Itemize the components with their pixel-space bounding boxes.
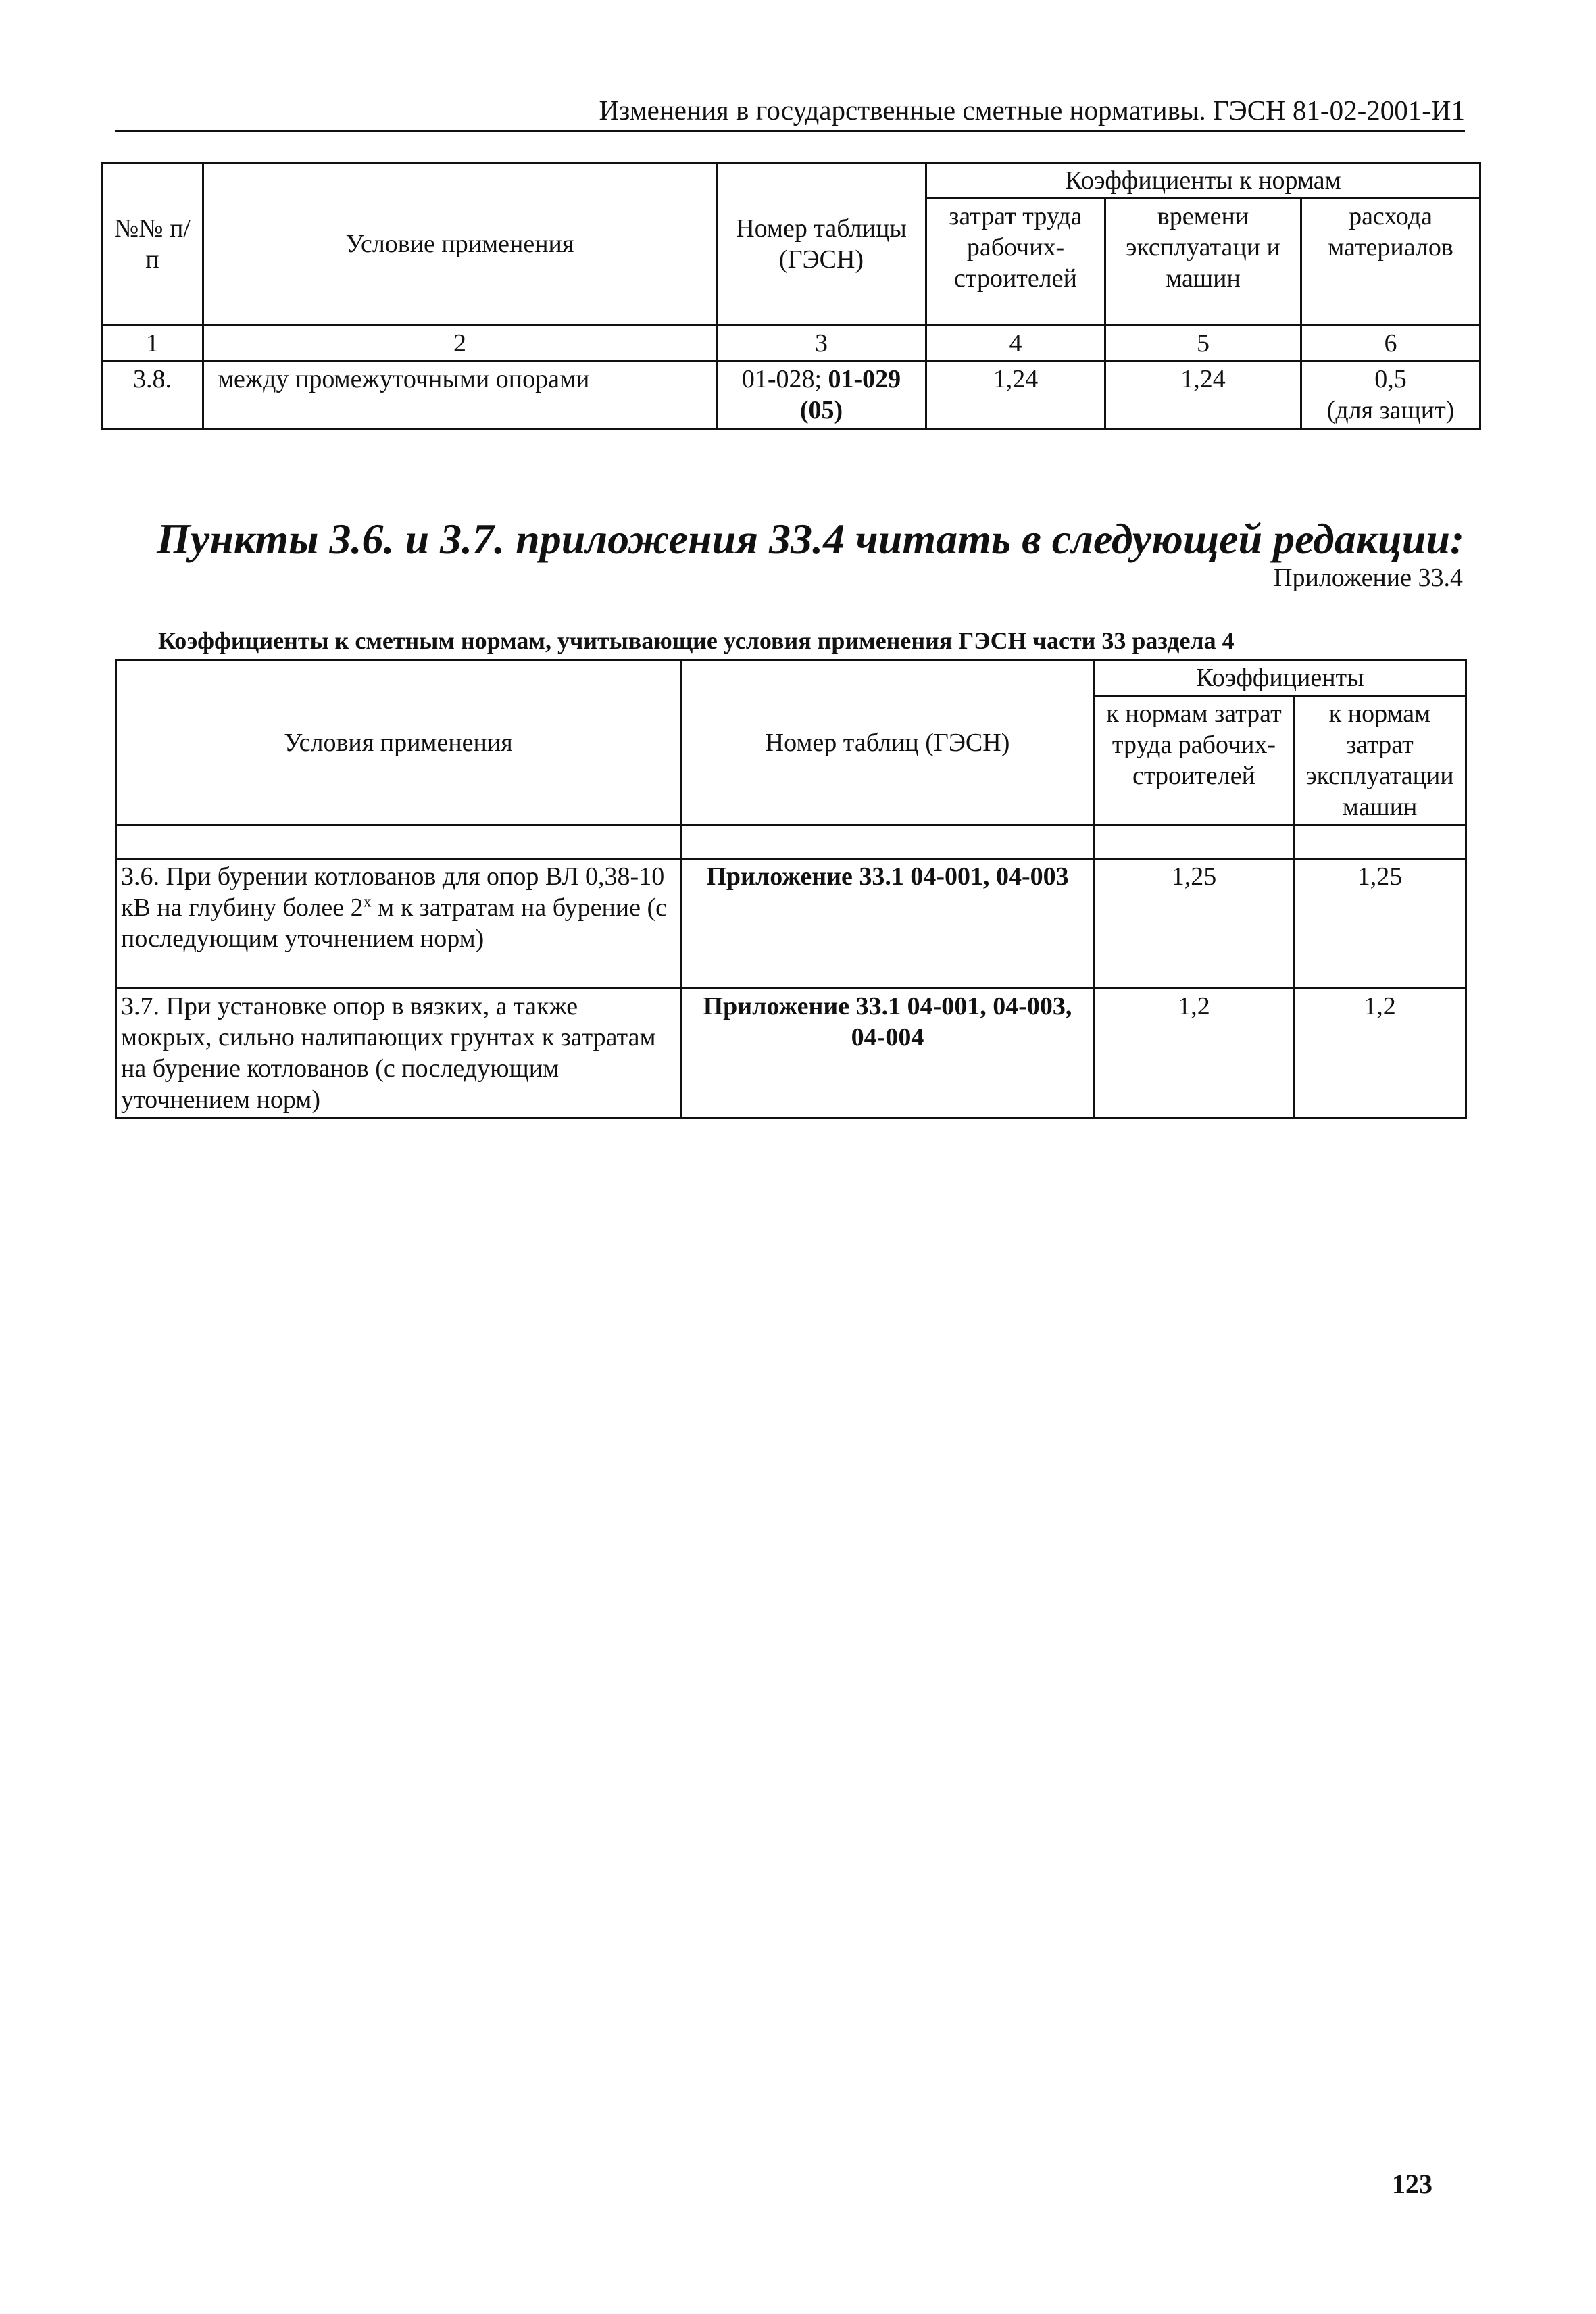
t2-header-condition: Условия применения	[116, 660, 681, 825]
t1-index-cell: 4	[926, 326, 1105, 362]
t1-header-coefficients: Коэффициенты к нормам	[926, 163, 1480, 199]
t1-index-cell: 3	[717, 326, 926, 362]
t1-row-table-number	[717, 362, 926, 429]
t2-cond-text: 3.6. При бурении котлованов для опор ВЛ 0,38-10 кВ на глубину более 2	[121, 862, 665, 922]
t1-row-machine: 1,24	[1105, 362, 1301, 429]
t2-row-condition	[116, 859, 681, 989]
t2-row-table-number: Приложение 33.1 04-001, 04-003, 04-004	[681, 989, 1095, 1118]
t2-row-labor: 1,2	[1095, 989, 1294, 1118]
t2-row-table-number: Приложение 33.1 04-001, 04-003	[681, 859, 1095, 989]
t1-row-num: 3.8.	[102, 362, 203, 429]
t1-row-material-value: 0,5	[1374, 365, 1407, 393]
t1-index-cell: 6	[1301, 326, 1480, 362]
t2-row-machine: 1,2	[1294, 989, 1466, 1118]
t2-header-machine: к нормам затрат эксплуатации машин	[1294, 696, 1466, 825]
t1-header-machine: времени эксплуатаци и машин	[1105, 199, 1301, 326]
t1-row-condition: между промежуточными опорами	[203, 362, 717, 429]
t1-row-material-note: (для защит)	[1326, 396, 1455, 424]
t2-row-machine: 1,25	[1294, 859, 1466, 989]
table-row	[102, 362, 1480, 429]
t2-header-coefficients: Коэффициенты	[1095, 660, 1466, 696]
table-row	[116, 859, 1466, 989]
t1-index-cell: 1	[102, 326, 203, 362]
t2-empty-cell	[681, 825, 1095, 859]
t1-index-cell: 2	[203, 326, 717, 362]
t2-row-labor: 1,25	[1095, 859, 1294, 989]
coefficients-table-1	[101, 162, 1481, 430]
page-number: 123	[1392, 2169, 1432, 2199]
t1-row-material	[1301, 362, 1480, 429]
table-row	[116, 825, 1466, 859]
t1-row-table-bold: 01-029 (05)	[799, 365, 901, 424]
t2-empty-cell	[116, 825, 681, 859]
running-header: Изменения в государственные сметные нормативы. ГЭСН 81-02-2001-И1	[599, 95, 1465, 126]
t2-row-condition	[116, 989, 681, 1118]
t2-header-labor: к нормам затрат труда рабочих-строителей	[1095, 696, 1294, 825]
section-heading: Пункты 3.6. и 3.7. приложения 33.4 читать в следующей редакции:	[157, 515, 1465, 563]
appendix-label: Приложение 33.4	[1274, 564, 1463, 592]
header-rule	[115, 130, 1465, 132]
t2-cond-text: м к затратам на бурение (с последующим уточнением норм)	[121, 893, 668, 953]
t1-header-material: расхода материалов	[1301, 199, 1480, 326]
t2-cond-superscript: х	[363, 893, 372, 911]
t2-header-table-number: Номер таблиц (ГЭСН)	[681, 660, 1095, 825]
t2-empty-cell	[1095, 825, 1294, 859]
t1-header-num: №№ п/п	[102, 163, 203, 326]
t2-empty-cell	[1294, 825, 1466, 859]
t1-row-table-plain: 01-028;	[741, 365, 828, 393]
t1-header-labor: затрат труда рабочих-строителей	[926, 199, 1105, 326]
table-caption: Коэффициенты к сметным нормам, учитывающие условия применения ГЭСН части 33 раздела 4	[158, 627, 1235, 654]
t1-header-condition: Условие применения	[203, 163, 717, 326]
t2-cond-text: 3.7. При установке опор в вязких, а также мокрых, сильно налипающих грунтах к затратам на бурение котлованов (с последующим уточнением норм)	[121, 992, 656, 1114]
coefficients-table-2	[115, 659, 1467, 1119]
t1-header-table-number: Номер таблицы (ГЭСН)	[717, 163, 926, 326]
table-row	[116, 989, 1466, 1118]
t1-index-cell: 5	[1105, 326, 1301, 362]
t1-row-labor: 1,24	[926, 362, 1105, 429]
